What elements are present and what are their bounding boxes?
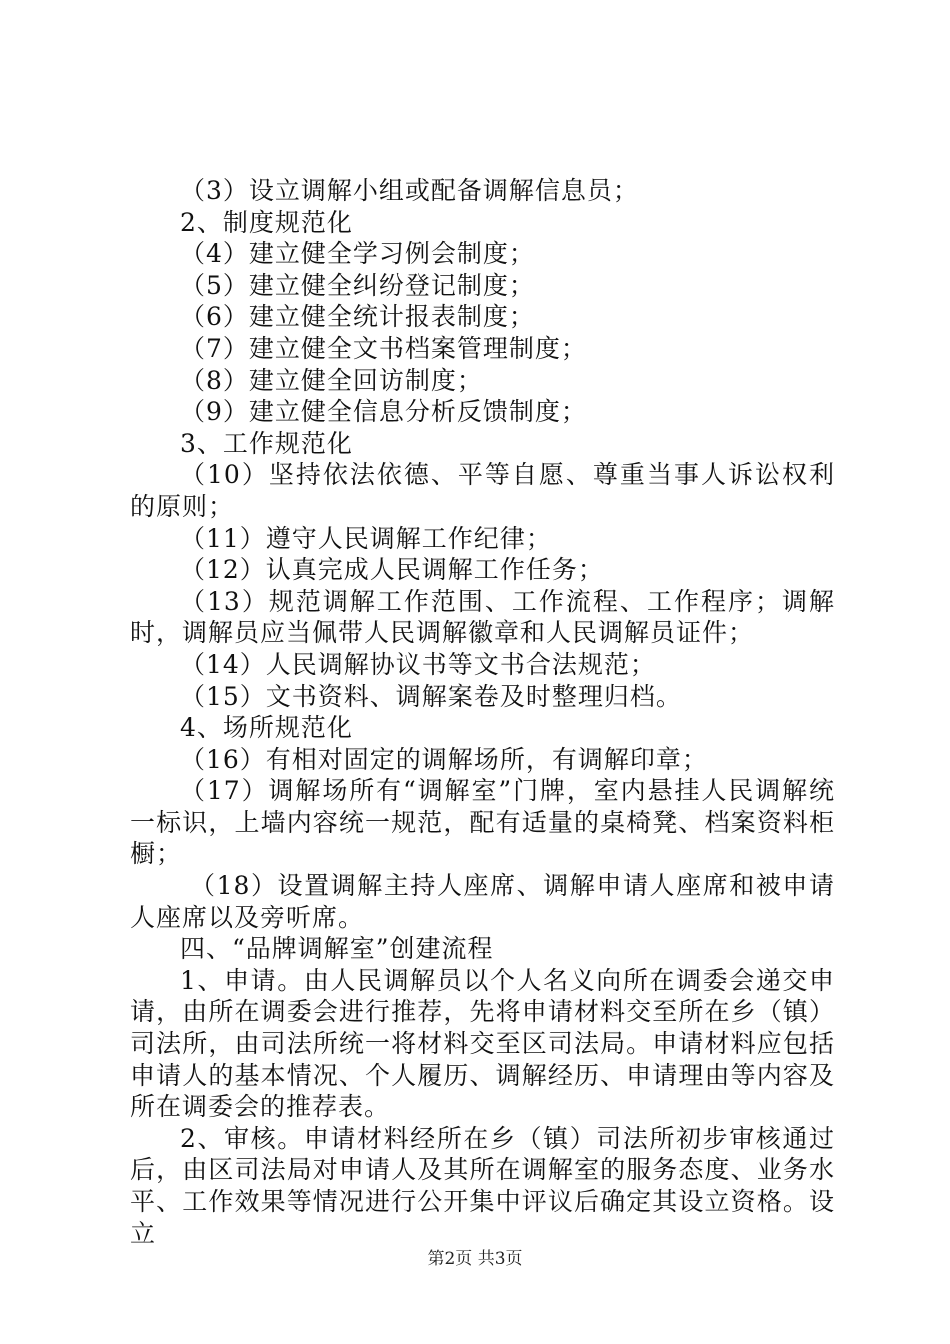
section-heading-institution: 2、制度规范化 — [180, 207, 353, 237]
document-body — [130, 175, 835, 1249]
paragraph-p12: （12）认真完成人民调解工作任务； — [180, 555, 604, 585]
section-heading-process: 四、“品牌调解室”创建流程 — [180, 934, 494, 964]
paragraph-p15: （15）文书资料、调解案卷及时整理归档。 — [180, 681, 682, 711]
paragraph-p05: （6）建立健全统计报表制度； — [180, 302, 535, 332]
paragraph-p01: （3）设立调解小组或配备调解信息员； — [180, 176, 639, 205]
paragraph-p17: （16）有相对固定的调解场所，有调解印章； — [180, 744, 708, 774]
paragraph-p08: （9）建立健全信息分析反馈制度； — [180, 397, 587, 427]
paragraph-p04: （5）建立健全纠纷登记制度； — [180, 270, 535, 300]
paragraph-p10: （10）坚持依法依德、平等自愿、尊重当事人诉讼权利的原则； — [130, 460, 835, 521]
page-number-footer: 第2页 共3页 — [427, 1249, 523, 1269]
section-heading-work: 3、工作规范化 — [180, 428, 353, 458]
section-heading-venue: 4、场所规范化 — [180, 713, 353, 743]
paragraph-p11: （11）遵守人民调解工作纪律； — [180, 523, 552, 553]
paragraph-p19: （18）设置调解主持人座席、调解申请人座席和被申请人座席以及旁听席。 — [130, 871, 835, 932]
paragraph-p06: （7）建立健全文书档案管理制度； — [180, 333, 587, 363]
paragraph-p18: （17）调解场所有“调解室”门牌，室内悬挂人民调解统一标识，上墙内容统一规范，配有适量的桌椅凳、档案资料柜橱； — [130, 776, 835, 869]
paragraph-p13: （13）规范调解工作范围、工作流程、工作程序；调解时，调解员应当佩带人民调解徽章和人民调解员证件； — [130, 586, 835, 648]
paragraph-p03: （4）建立健全学习例会制度； — [180, 239, 535, 269]
paragraph-p21: 1、申请。由人民调解员以个人名义向所在调委会递交申请，由所在调委会进行推荐，先将申请材料交至所在乡（镇）司法所，由司法所统一将材料交至区司法局。申请材料应包括申请人的基本情况、个人履历、调解经历、申请理由等内容及所在调委会的推荐表。 — [130, 965, 835, 1122]
paragraph-p07: （8）建立健全回访制度； — [180, 365, 483, 395]
paragraph-p14: （14）人民调解协议书等文书合法规范； — [180, 649, 656, 679]
paragraph-p22: 2、审核。申请材料经所在乡（镇）司法所初步审核通过后，由区司法局对申请人及其所在调解室的服务态度、业务水平、工作效果等情况进行公开集中评议后确定其设立资格。设立 — [130, 1123, 835, 1248]
